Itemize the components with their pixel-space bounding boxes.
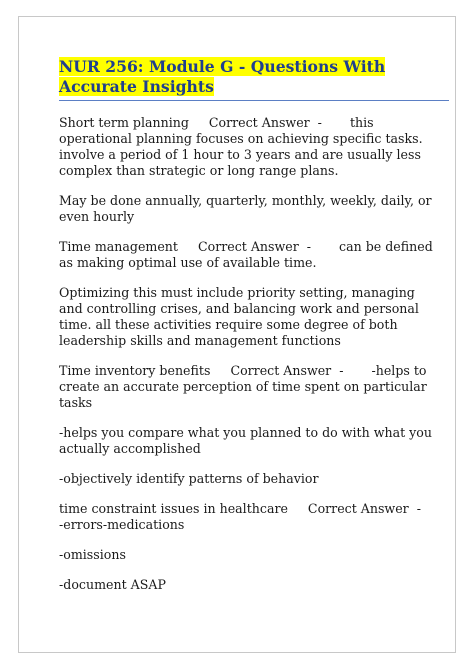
paragraph-time-constraint-issues: time constraint issues in healthcare Correct Answer - -errors-medications xyxy=(59,501,449,532)
paragraph-short-term-planning: Short term planning Correct Answer - this operational planning focuses on achieving specific tasks. involve a period of 1 hour to 3 years and are usually less complex than strategic or long range plans. xyxy=(59,115,427,178)
paragraph-time-management: Time management Correct Answer - can be defined as making optimal use of available time. xyxy=(59,239,437,270)
document-page xyxy=(18,16,456,653)
paragraph-patterns-of-behavior: -objectively identify patterns of behavior xyxy=(59,471,319,486)
paragraph-compare-planned: -helps you compare what you planned to do with what you actually accomplished xyxy=(59,425,436,456)
paragraph-document-asap: -document ASAP xyxy=(59,577,166,592)
title-highlight: NUR 256: Module G - Questions With Accurate Insights xyxy=(59,57,386,96)
paragraph-omissions: -omissions xyxy=(59,547,126,562)
paragraph-optimizing-time: Optimizing this must include priority setting, managing and controlling crises, and balancing work and personal time. all these activities require some degree of both leadership skills and management functions xyxy=(59,285,423,348)
paragraph-time-inventory-benefits: Time inventory benefits Correct Answer - -helps to create an accurate perception of time spent on particular tasks xyxy=(59,363,431,410)
document-title xyxy=(59,57,441,97)
document-content xyxy=(59,57,449,607)
paragraph-planning-frequency: May be done annually, quarterly, monthly, weekly, daily, or even hourly xyxy=(59,193,436,224)
title-underline xyxy=(59,100,449,101)
